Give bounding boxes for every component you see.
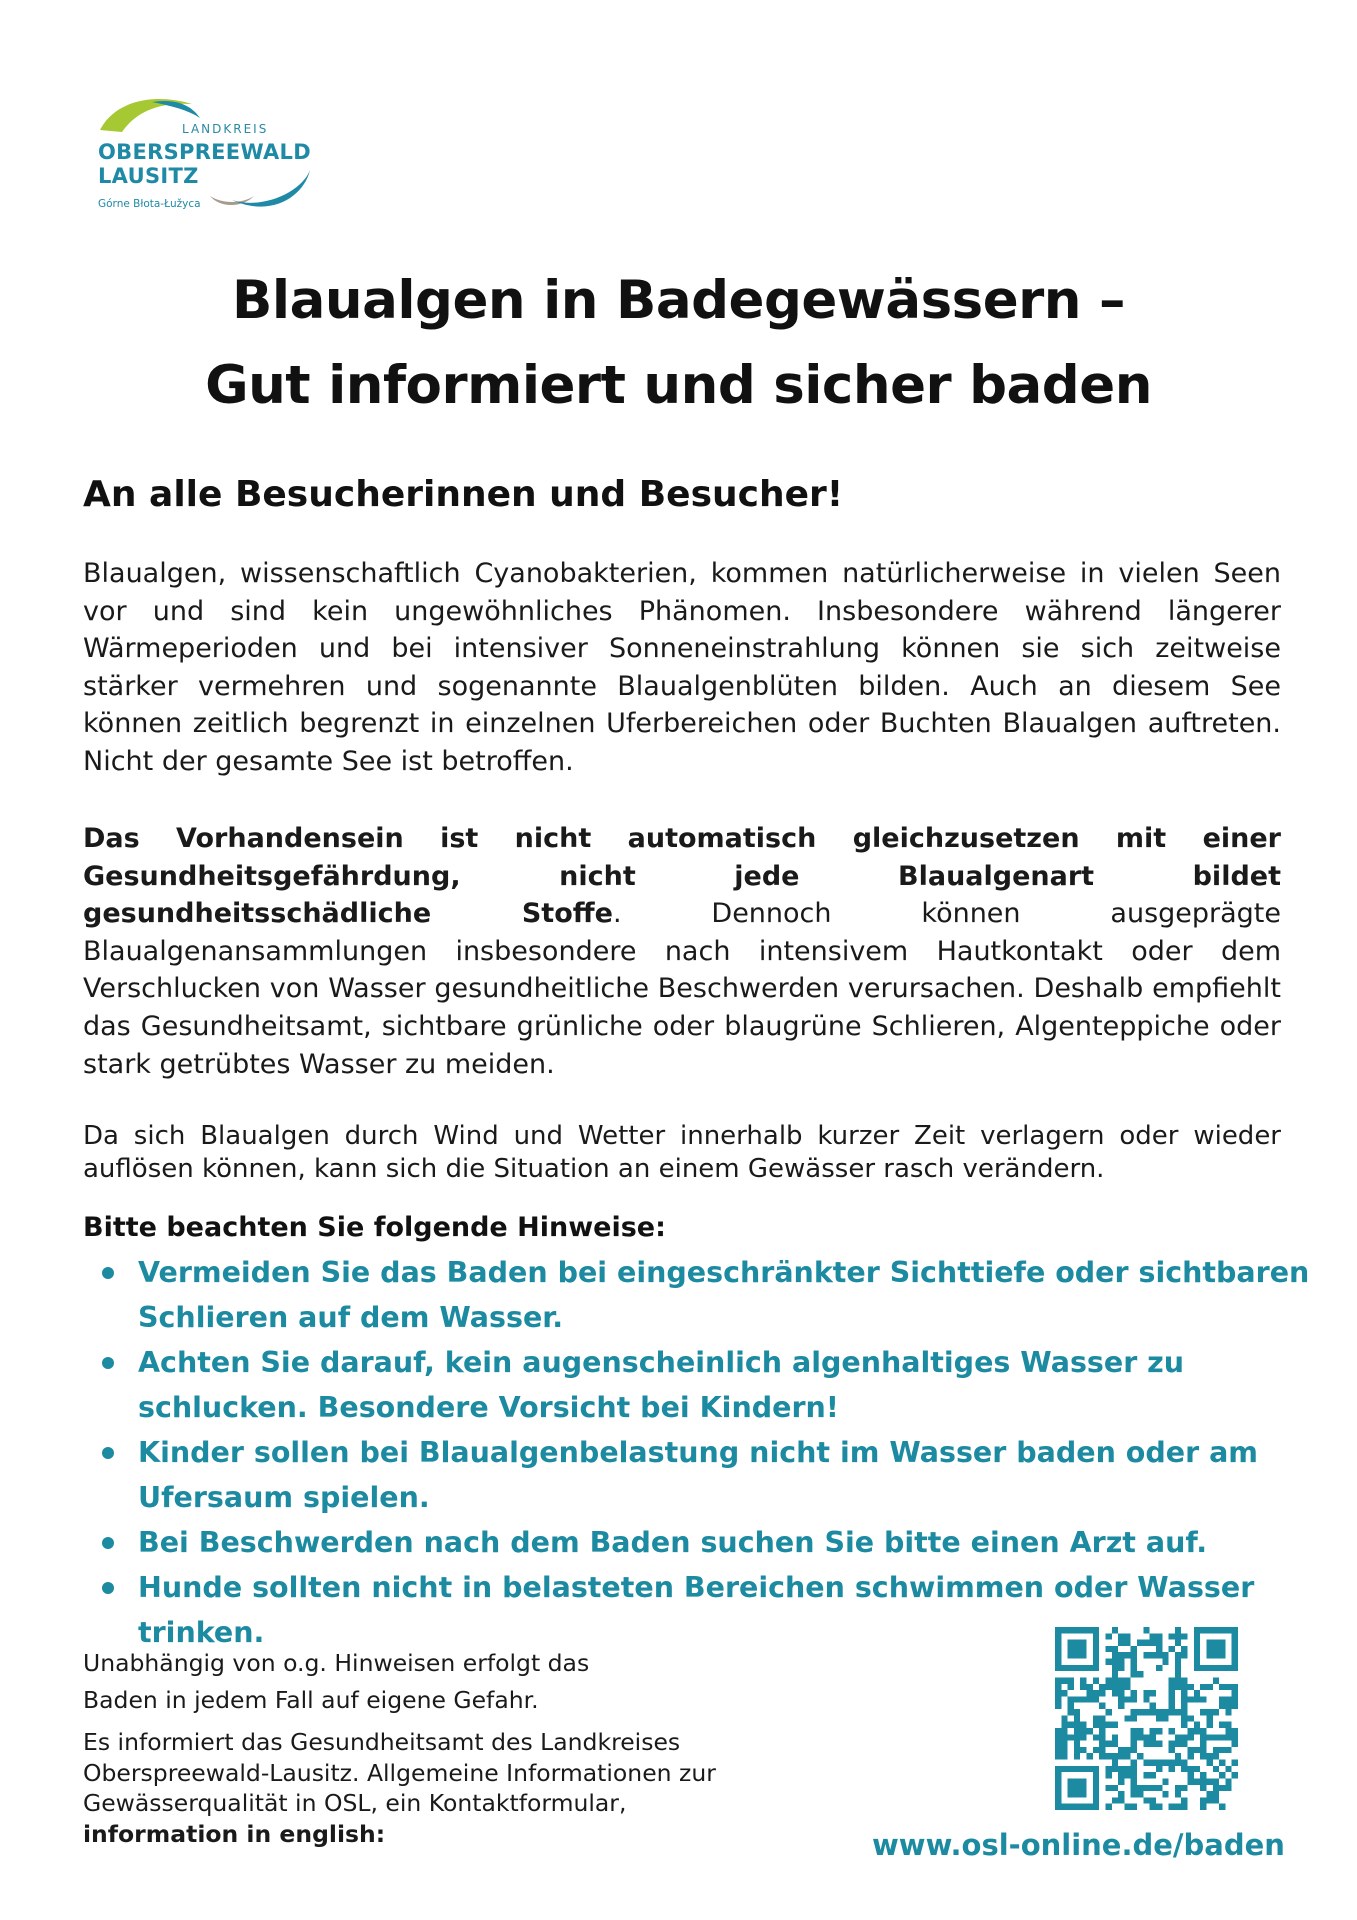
hints-list: [100, 1250, 1330, 1655]
qr-code-icon[interactable]: [1055, 1627, 1238, 1810]
contact-info-bold: information in english:: [83, 1819, 386, 1848]
intro-paragraph: Blaualgen, wissenschaftlich Cyanobakterien, kommen natürlicherweise in vielen Seen vor und sind kein ungewöhnliches Phänomen. Insbesondere während längerer Wärmeperioden und bei intensiver Sonneneinstrahlung können sie sich zeitweise stärker vermehren und sogenannte Blaualgenblüten bilden. Auch an diesem See können zeitlich begrenzt in einzelnen Uferbereichen oder Buchten Blaualgen auftreten. Nicht der gesamte See ist betroffen.: [83, 558, 1281, 777]
bullet-icon: [102, 1357, 114, 1369]
hint-text: Hunde sollten nicht in belasteten Bereichen schwimmen oder Wasser trinken.: [138, 1571, 1255, 1649]
health-paragraph-bold: Das Vorhandensein ist nicht automatisch gleichzusetzen mit einer Gesundheitsgefährdung, nicht jede Blaualgenart bildet gesundheitsschädliche Stoffe: [83, 823, 1281, 930]
hint-text: Vermeiden Sie das Baden bei eingeschränkter Sichttiefe oder sichtbaren Schlieren auf dem Wasser.: [138, 1256, 1310, 1334]
page-title-line2: Gut informiert und sicher baden: [205, 355, 1152, 416]
logo-name-line1: OBERSPREEWALD: [98, 140, 311, 164]
contact-info-text: [83, 1727, 783, 1849]
hint-text: Bei Beschwerden nach dem Baden suchen Sie bitte einen Arzt auf.: [138, 1526, 1208, 1559]
landkreis-logo: [92, 92, 322, 222]
list-item: [100, 1340, 1330, 1430]
bullet-icon: [102, 1447, 114, 1459]
weather-paragraph: Da sich Blaualgen durch Wind und Wetter innerhalb kurzer Zeit verlagern oder wieder auflösen können, kann sich die Situation an einem Gewässer rasch verändern.: [83, 1121, 1281, 1184]
hints-heading: Bitte beachten Sie folgende Hinweise:: [83, 1212, 666, 1243]
bullet-icon: [102, 1582, 114, 1594]
health-paragraph: [83, 820, 1281, 1083]
list-item: [100, 1520, 1330, 1565]
audience-heading: An alle Besucherinnen und Besucher!: [83, 474, 844, 515]
page-title-line1: Blaualgen in Badegewässern –: [232, 270, 1125, 331]
list-item: [100, 1250, 1330, 1340]
website-link[interactable]: www.osl-online.de/baden: [872, 1828, 1285, 1862]
disclaimer-text: Unabhängig von o.g. Hinweisen erfolgt das Baden in jedem Fall auf eigene Gefahr.: [83, 1649, 590, 1714]
health-paragraph-rest: . Dennoch können ausgeprägte Blaualgenansammlungen insbesondere nach intensivem Hautkontakt oder dem Verschlucken von Wasser gesundheitliche Beschwerden verursachen. Deshalb empfiehlt das Gesundheitsamt, sichtbare grünliche oder blaugrüne Schlieren, Algenteppiche oder stark getrübtes Wasser zu meiden.: [83, 898, 1282, 1080]
logo-name-line2: LAUSITZ: [98, 164, 199, 188]
logo-sorbian-name: Górne Błota-Łužyca: [98, 198, 201, 210]
logo-landkreis-label: LANDKREIS: [182, 122, 269, 136]
list-item: [100, 1430, 1330, 1520]
bullet-icon: [102, 1537, 114, 1549]
contact-info-plain: Es informiert das Gesundheitsamt des Landkreises Oberspreewald-Lausitz. Allgemeine Informationen zur Gewässerqualität in OSL, ein Kontaktformular,: [83, 1728, 716, 1817]
hint-text: Achten Sie darauf, kein augenscheinlich algenhaltiges Wasser zu schlucken. Besondere Vorsicht bei Kindern!: [138, 1346, 1185, 1424]
hint-text: Kinder sollen bei Blaualgenbelastung nicht im Wasser baden oder am Ufersaum spielen.: [138, 1436, 1259, 1514]
bullet-icon: [102, 1267, 114, 1279]
